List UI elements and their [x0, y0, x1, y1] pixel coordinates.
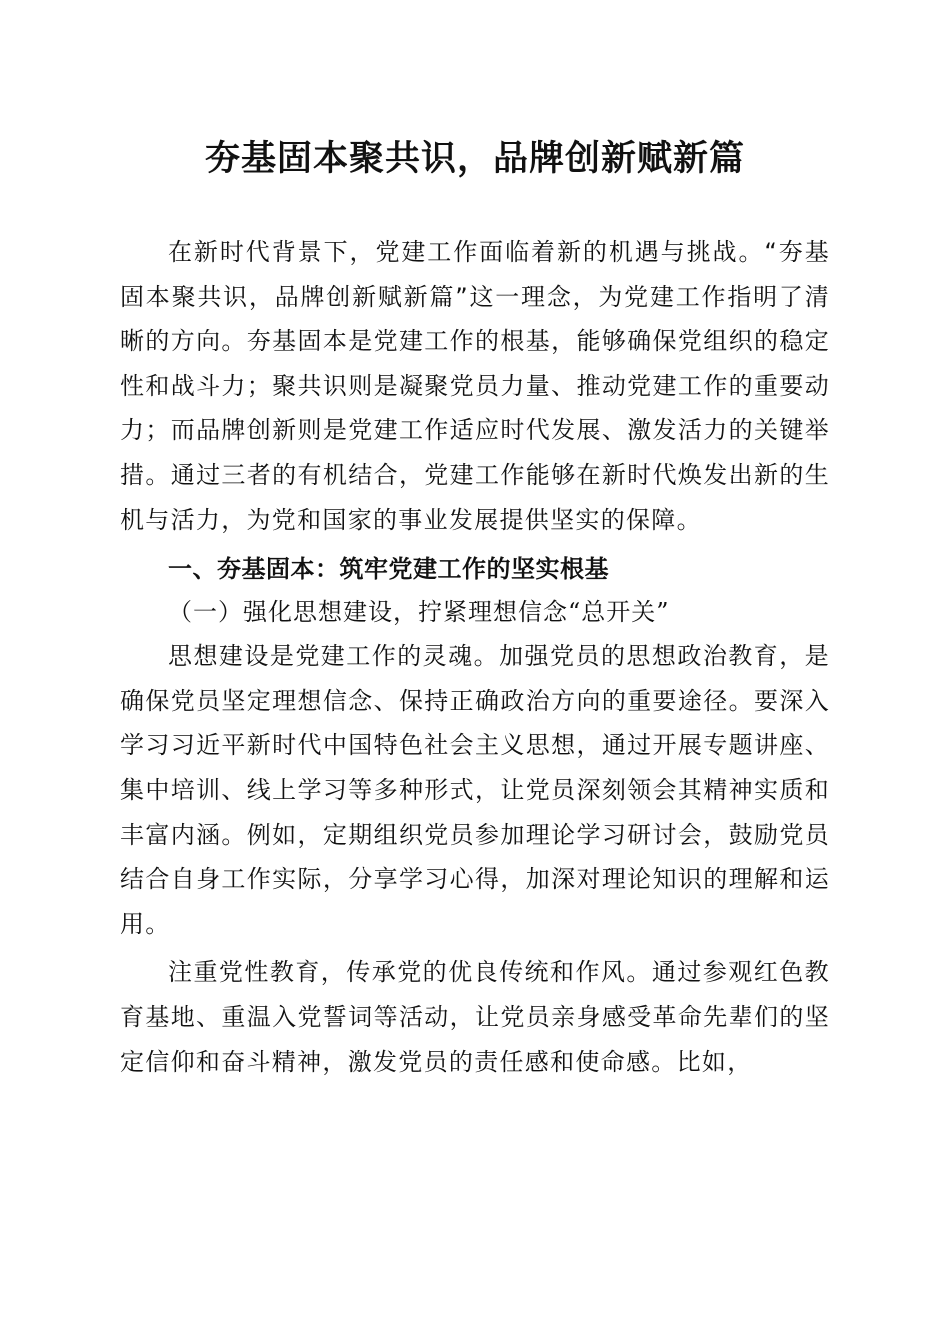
body-paragraph: 注重党性教育，传承党的优良传统和作风。通过参观红色教育基地、重温入党誓词等活动，让党员亲身感受革命先辈们的坚定信仰和奋斗精神，激发党员的责任感和使命感。比如， — [120, 958, 830, 1076]
document-title: 夯基固本聚共识，品牌创新赋新篇 — [204, 138, 745, 179]
document-body — [120, 230, 830, 1084]
intro-paragraph: 在新时代背景下，党建工作面临着新的机遇与挑战。“夯基固本聚共识，品牌创新赋新篇”这一理念，为党建工作指明了清晰的方向。夯基固本是党建工作的根基，能够确保党组织的稳定性和战斗力；聚共识则是凝聚党员力量、推动党建工作的重要动力；而品牌创新则是党建工作适应时代发展、激发活力的关键举措。通过三者的有机结合，党建工作能够在新时代焕发出新的生机与活力，为党和国家的事业发展提供坚实的保障。 — [120, 238, 830, 534]
subsection-heading: （一）强化思想建设，拧紧理想信念“总开关” — [168, 598, 670, 627]
section-heading: 一、夯基固本：筑牢党建工作的坚实根基 — [168, 555, 609, 584]
body-paragraph: 思想建设是党建工作的灵魂。加强党员的思想政治教育，是确保党员坚定理想信念、保持正确政治方向的重要途径。要深入学习习近平新时代中国特色社会主义思想，通过开展专题讲座、集中培训、线上学习等多种形式，让党员深刻领会其精神实质和丰富内涵。例如，定期组织党员参加理论学习研讨会，鼓励党员结合自身工作实际，分享学习心得，加深对理论知识的理解和运用。 — [120, 642, 830, 938]
